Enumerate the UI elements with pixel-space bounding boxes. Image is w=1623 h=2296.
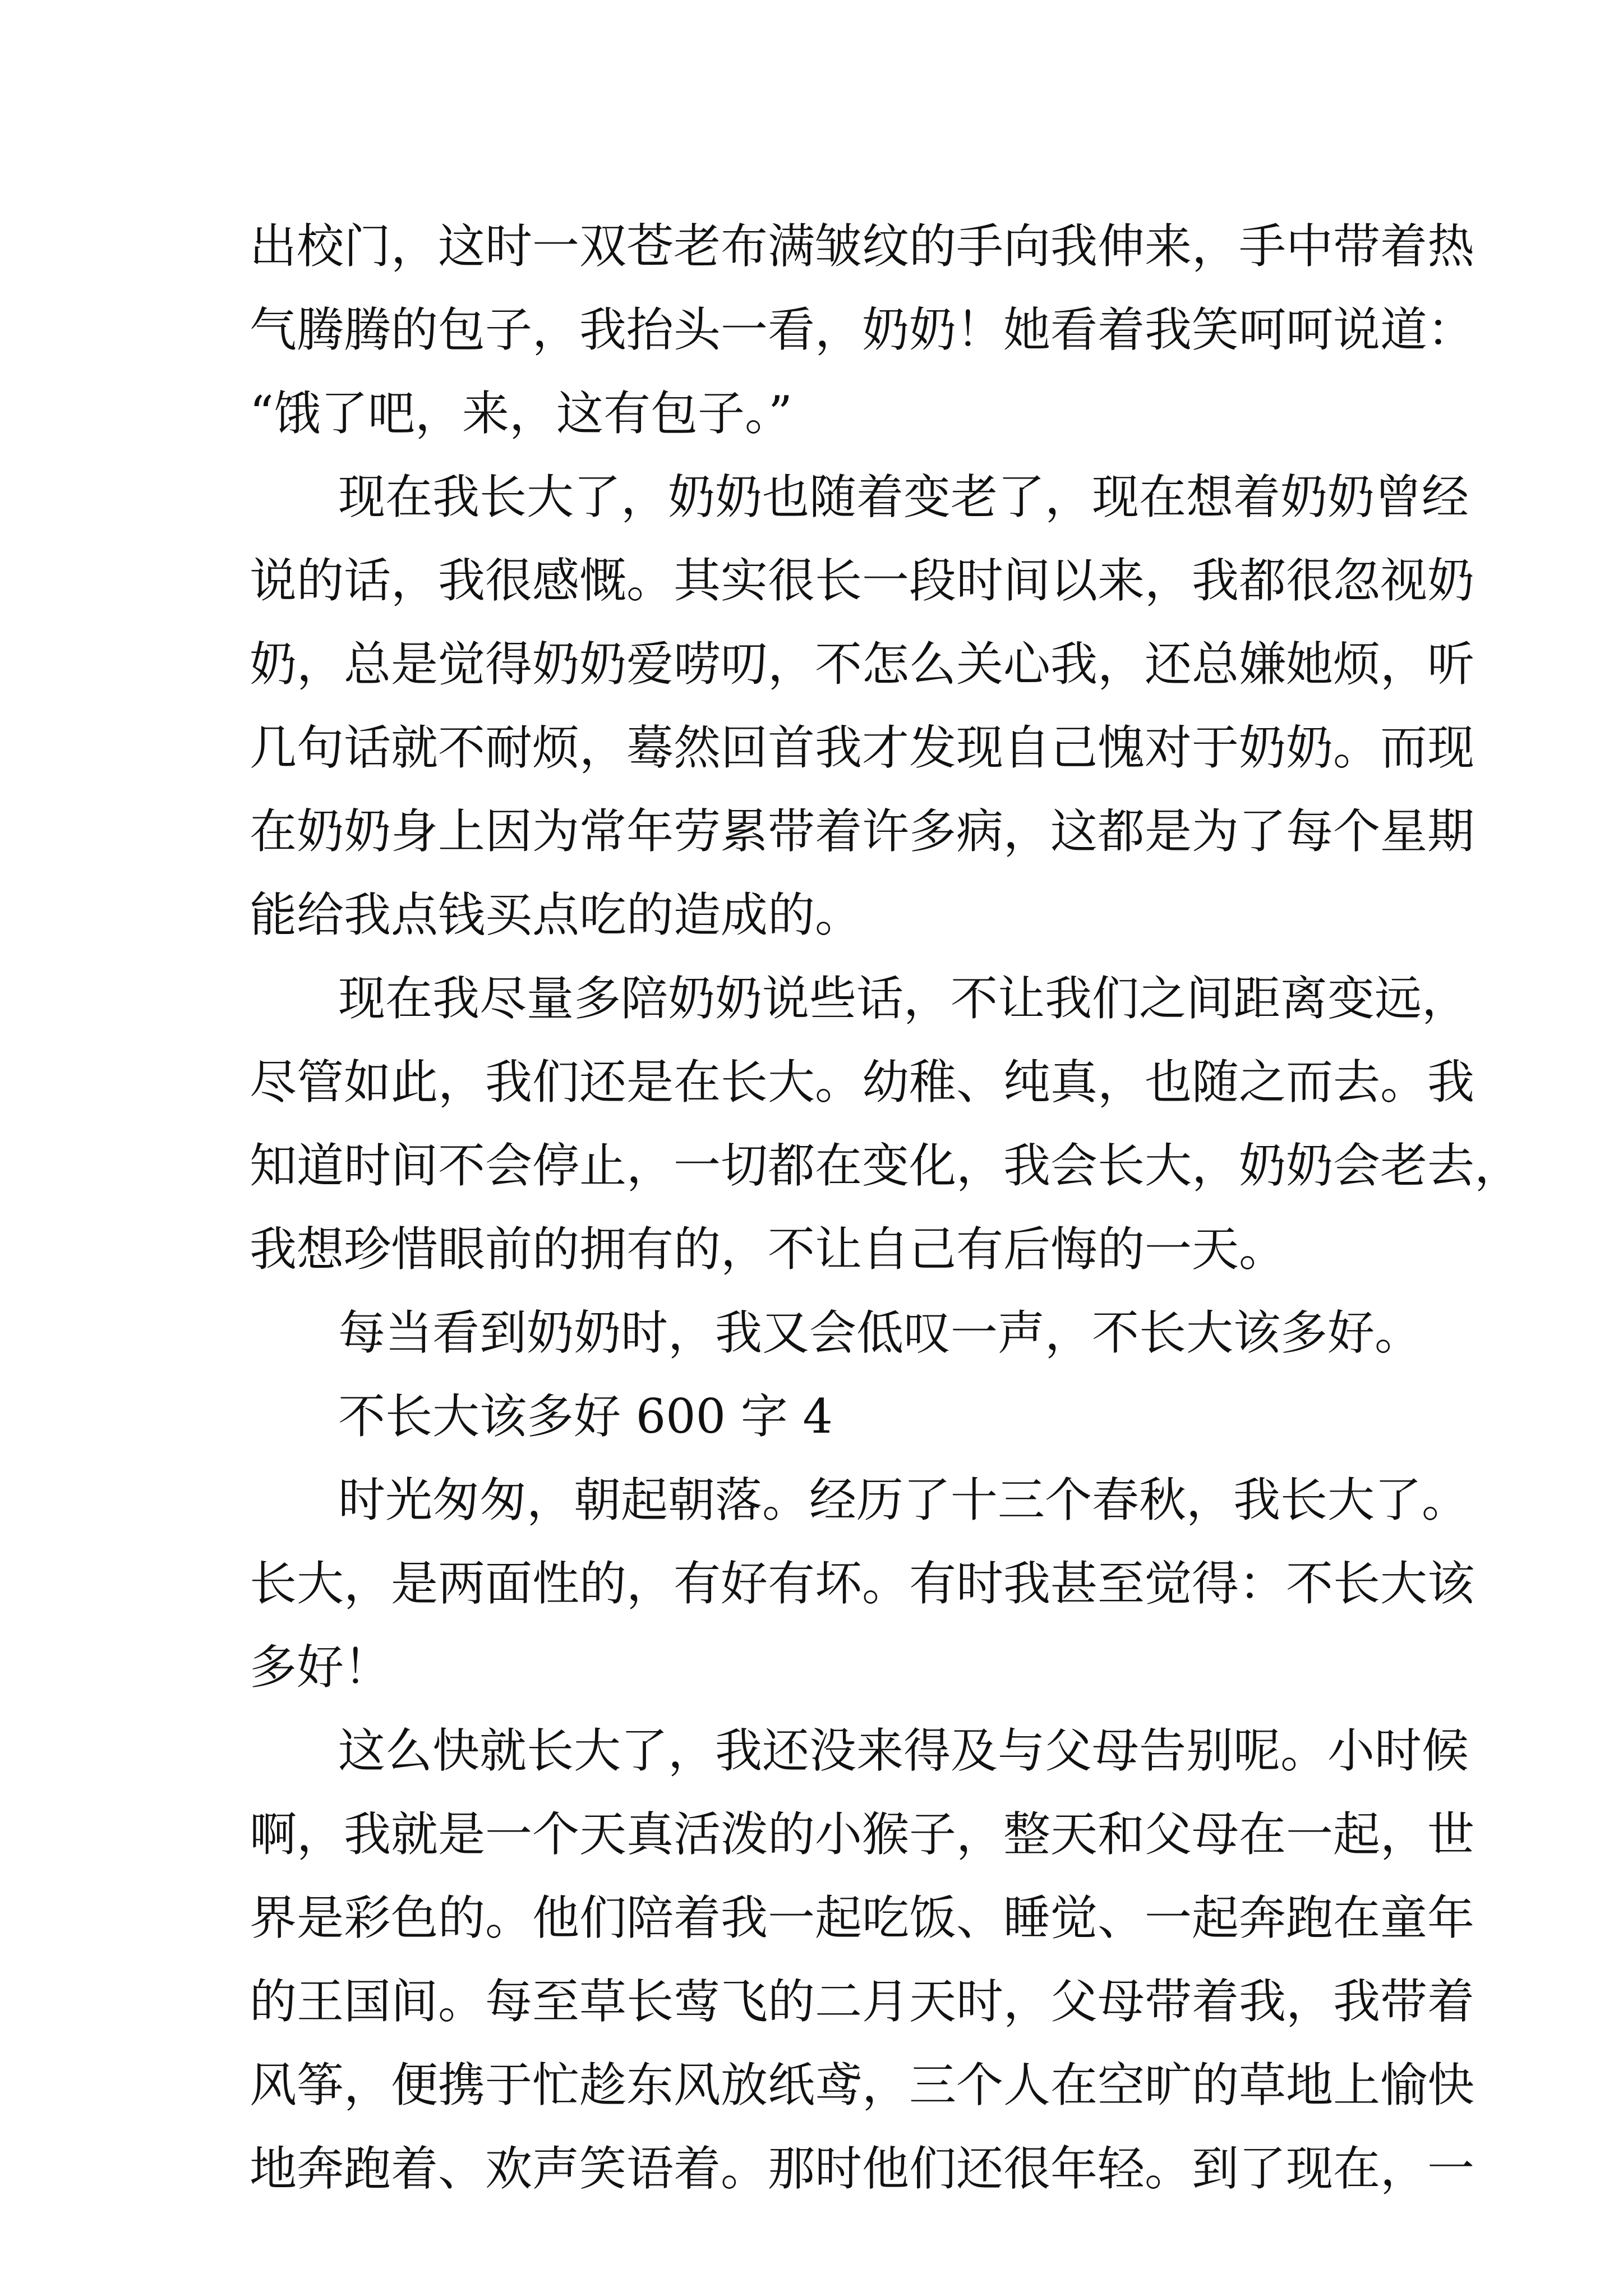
text-line: 奶，总是觉得奶奶爱唠叨，不怎么关心我，还总嫌她烦，听 xyxy=(250,637,1475,692)
paragraph-first-line: 时光匆匆，朝起朝落。经历了十三个春秋，我长大了。 xyxy=(338,1473,1469,1527)
text-line: 风筝，便携于忙趁东风放纸鸢，三个人在空旷的草地上愉快 xyxy=(250,2058,1475,2113)
text-line: 多好！ xyxy=(250,1640,391,1695)
paragraph-first-line: 现在我尽量多陪奶奶说些话，不让我们之间距离变远， xyxy=(338,971,1469,1026)
text-line: 几句话就不耐烦，蓦然回首我才发现自己愧对于奶奶。而现 xyxy=(250,720,1475,775)
text-line: 在奶奶身上因为常年劳累带着许多病，这都是为了每个星期 xyxy=(250,804,1475,859)
text-line: 能给我点钱买点吃的造成的。 xyxy=(250,887,863,942)
text-line: 知道时间不会停止，一切都在变化，我会长大，奶奶会老去， xyxy=(250,1138,1522,1193)
text-line: 长大，是两面性的，有好有坏。有时我甚至觉得：不长大该 xyxy=(250,1556,1475,1611)
text-line: 气腾腾的包子，我抬头一看，奶奶！她看着我笑呵呵说道： xyxy=(250,302,1475,357)
paragraph-first-line: 这么快就长大了，我还没来得及与父母告别呢。小时候 xyxy=(338,1723,1469,1778)
text-line: 界是彩色的。他们陪着我一起吃饭、睡觉、一起奔跑在童年 xyxy=(250,1890,1475,1945)
section-heading: 不长大该多好 600 字 4 xyxy=(338,1389,833,1444)
text-line: 啊，我就是一个天真活泼的小猴子，整天和父母在一起，世 xyxy=(250,1807,1475,1862)
text-line: 说的话，我很感慨。其实很长一段时间以来，我都很忽视奶 xyxy=(250,553,1475,608)
text-line: 的王国间。每至草长莺飞的二月天时，父母带着我，我带着 xyxy=(250,1974,1475,2029)
paragraph-first-line: 每当看到奶奶时，我又会低叹一声，不长大该多好。 xyxy=(338,1305,1422,1360)
text-line: 出校门，这时一双苍老布满皱纹的手向我伸来，手中带着热 xyxy=(250,219,1475,274)
paragraph-first-line: 现在我长大了，奶奶也随着变老了，现在想着奶奶曾经 xyxy=(338,470,1469,524)
text-line: 我想珍惜眼前的拥有的，不让自己有后悔的一天。 xyxy=(250,1222,1287,1277)
text-line: 地奔跑着、欢声笑语着。那时他们还很年轻。到了现在，一 xyxy=(250,2141,1475,2196)
text-line: 尽管如此，我们还是在长大。幼稚、纯真，也随之而去。我 xyxy=(250,1055,1475,1110)
document-body xyxy=(250,205,1522,2211)
text-line: “饿了吧，来，这有包子。” xyxy=(250,386,792,441)
